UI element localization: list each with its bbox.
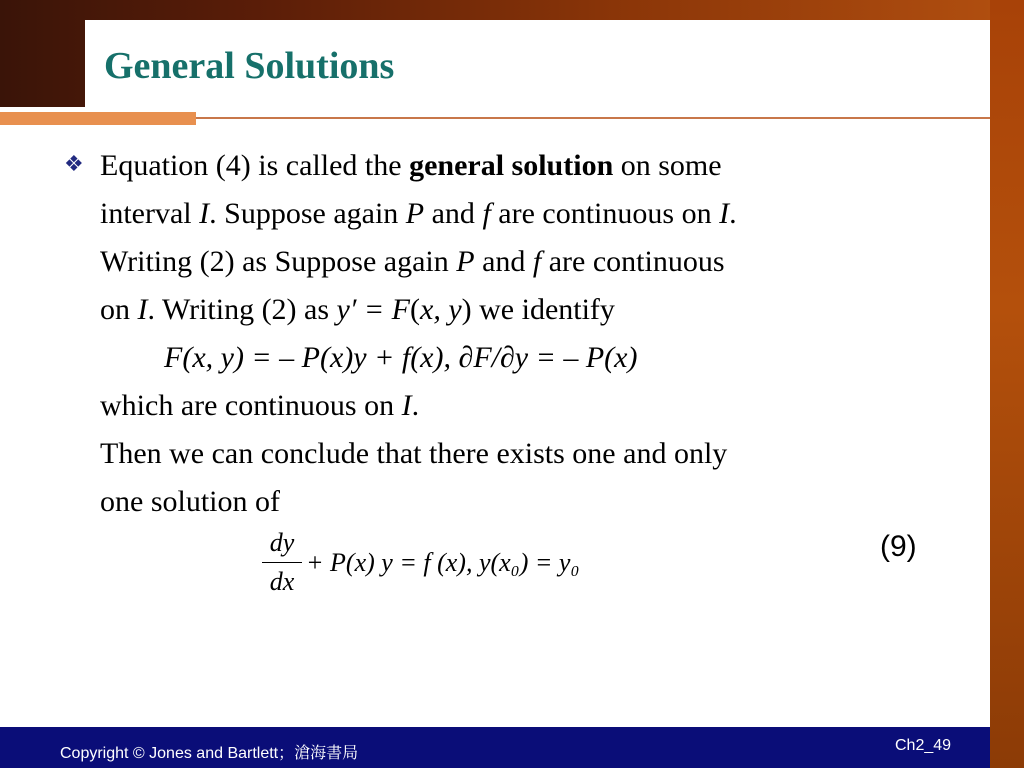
accent-strip — [0, 112, 196, 125]
body-line-1: Equation (4) is called the general solution on some — [100, 149, 722, 182]
body-line-8: one solution of — [100, 485, 280, 518]
body-line-2: interval I. Suppose again P and f are continuous on I. — [100, 197, 737, 230]
right-accent-bar — [990, 0, 1024, 768]
fraction-numerator: dy — [269, 528, 295, 557]
footer-copyright: Copyright © Jones and Bartlett；滄海書局 — [60, 745, 359, 762]
slide-body — [100, 142, 960, 526]
body-line-4: on I. Writing (2) as y′ = F(x, y) we identify — [100, 293, 615, 326]
fraction-denominator: dx — [269, 567, 295, 596]
body-line-7: Then we can conclude that there exists one and only — [100, 437, 728, 470]
equation-rest: + P(x) y = f (x), y(x₀) = y₀ — [306, 548, 580, 577]
derivative-fraction — [262, 528, 302, 597]
fraction-bar — [262, 562, 302, 563]
diamond-bullet-icon: ❖ — [64, 151, 84, 176]
body-line-6: which are continuous on I. — [100, 389, 420, 422]
footer-page-number: Ch2_49 — [895, 737, 952, 754]
equation-number: (9) — [880, 530, 917, 563]
body-line-3: Writing (2) as Suppose again P and f are continuous — [100, 245, 725, 278]
slide-title: General Solutions — [104, 45, 395, 87]
body-line-5: F(x, y) = – P(x)y + f(x), ∂F/∂y = – P(x) — [164, 341, 638, 374]
title-divider — [196, 117, 990, 119]
